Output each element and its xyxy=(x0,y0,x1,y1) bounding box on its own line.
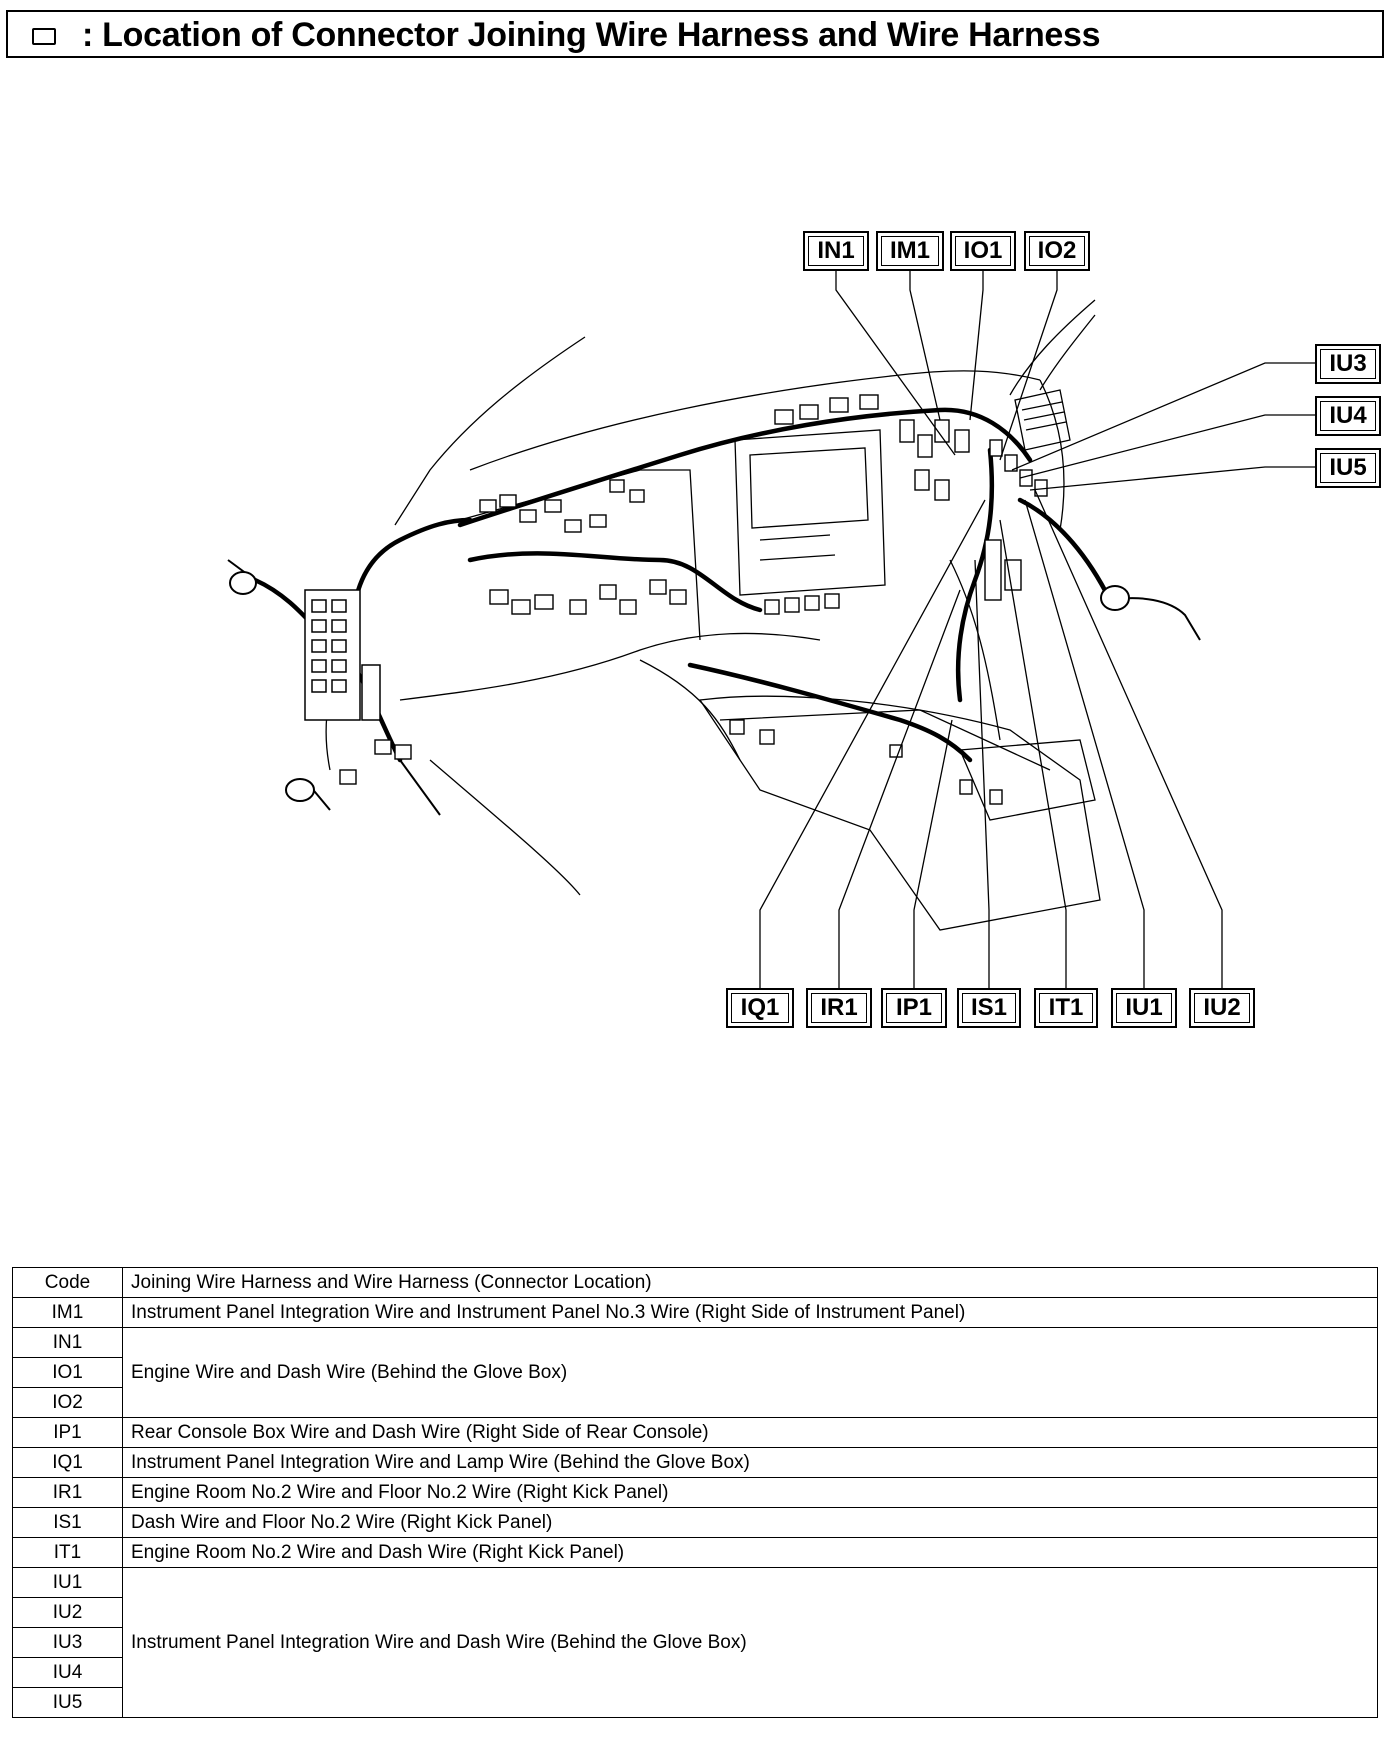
right-branch xyxy=(1020,500,1110,600)
label-IM1: IM1 xyxy=(876,231,944,271)
row-code: IP1 xyxy=(13,1418,123,1448)
row-code: IR1 xyxy=(13,1478,123,1508)
row-desc: Engine Room No.2 Wire and Dash Wire (Right Kick Panel) xyxy=(123,1538,1378,1568)
leader-IO2 xyxy=(1000,270,1057,460)
left-harness-up xyxy=(350,520,470,660)
dash-lower-edge xyxy=(400,633,820,700)
table-row xyxy=(13,1478,1378,1508)
label-IN1: IN1 xyxy=(803,231,869,271)
label-IU1: IU1 xyxy=(1111,988,1177,1028)
grommet-lower-left xyxy=(286,779,314,801)
grommet-left xyxy=(230,572,256,594)
leader-IO1 xyxy=(970,270,983,420)
row-code: IO2 xyxy=(13,1388,123,1418)
label-IS1: IS1 xyxy=(957,988,1021,1028)
leader-IM1 xyxy=(910,270,940,420)
table-row xyxy=(13,1328,1378,1358)
cluster-inner xyxy=(750,448,868,528)
table-header-row xyxy=(13,1268,1378,1298)
row-code: IQ1 xyxy=(13,1448,123,1478)
row-desc: Instrument Panel Integration Wire and Instrument Panel No.3 Wire (Right Side of Instrument Panel) xyxy=(123,1298,1378,1328)
label-IU4: IU4 xyxy=(1315,396,1381,436)
label-IQ1: IQ1 xyxy=(726,988,794,1028)
table-row xyxy=(13,1538,1378,1568)
leader-IU5 xyxy=(1030,467,1315,490)
row-desc: Rear Console Box Wire and Dash Wire (Right Side of Rear Console) xyxy=(123,1418,1378,1448)
row-code: IU1 xyxy=(13,1568,123,1598)
page-title-text: : Location of Connector Joining Wire Harness and Wire Harness xyxy=(82,16,1101,54)
header-desc: Joining Wire Harness and Wire Harness (Connector Location) xyxy=(123,1268,1378,1298)
leader-IU3 xyxy=(1012,363,1315,470)
a-pillar-outline xyxy=(1010,300,1095,395)
table-row xyxy=(13,1298,1378,1328)
label-IP1: IP1 xyxy=(881,988,947,1028)
row-code: IU5 xyxy=(13,1688,123,1718)
leader-IS1 xyxy=(975,560,989,995)
a-pillar-outline-right xyxy=(1040,315,1095,390)
grommet-right xyxy=(1101,586,1129,610)
vent-slats xyxy=(1022,402,1066,430)
leader-IP1 xyxy=(914,720,952,995)
table-row xyxy=(13,1418,1378,1448)
center-stack xyxy=(760,535,835,560)
leader-IR1 xyxy=(839,590,960,995)
table-row xyxy=(13,1448,1378,1478)
leader-IU4 xyxy=(1020,415,1315,478)
row-code: IT1 xyxy=(13,1538,123,1568)
row-code: IU2 xyxy=(13,1598,123,1628)
row-desc: Instrument Panel Integration Wire and Lamp Wire (Behind the Glove Box) xyxy=(123,1448,1378,1478)
label-IU3: IU3 xyxy=(1315,344,1381,384)
connector-table xyxy=(12,1267,1378,1718)
row-desc: Dash Wire and Floor No.2 Wire (Right Kick Panel) xyxy=(123,1508,1378,1538)
leader-IU2 xyxy=(1035,490,1222,995)
leader-IU1 xyxy=(1025,500,1144,995)
row-code: IU4 xyxy=(13,1658,123,1688)
windshield-outline xyxy=(395,337,585,525)
row-code: IN1 xyxy=(13,1328,123,1358)
leader-IT1 xyxy=(1000,520,1066,995)
row-code: IM1 xyxy=(13,1298,123,1328)
label-IO2: IO2 xyxy=(1024,231,1090,271)
row-desc: Engine Room No.2 Wire and Floor No.2 Wire (Right Kick Panel) xyxy=(123,1478,1378,1508)
driver-door-line xyxy=(430,760,580,895)
console-lid xyxy=(960,740,1095,820)
label-IU2: IU2 xyxy=(1189,988,1255,1028)
row-code: IO1 xyxy=(13,1358,123,1388)
leader-IQ1 xyxy=(760,500,985,995)
label-IO1: IO1 xyxy=(950,231,1016,271)
table-row xyxy=(13,1508,1378,1538)
row-desc: Instrument Panel Integration Wire and Dash Wire (Behind the Glove Box) xyxy=(123,1568,1378,1718)
row-code: IU3 xyxy=(13,1628,123,1658)
row-desc: Engine Wire and Dash Wire (Behind the Glove Box) xyxy=(123,1328,1378,1418)
label-IR1: IR1 xyxy=(806,988,872,1028)
table-row xyxy=(13,1568,1378,1598)
vent xyxy=(1015,390,1070,450)
header-code: Code xyxy=(13,1268,123,1298)
label-IU5: IU5 xyxy=(1315,448,1381,488)
row-code: IS1 xyxy=(13,1508,123,1538)
label-IT1: IT1 xyxy=(1034,988,1098,1028)
